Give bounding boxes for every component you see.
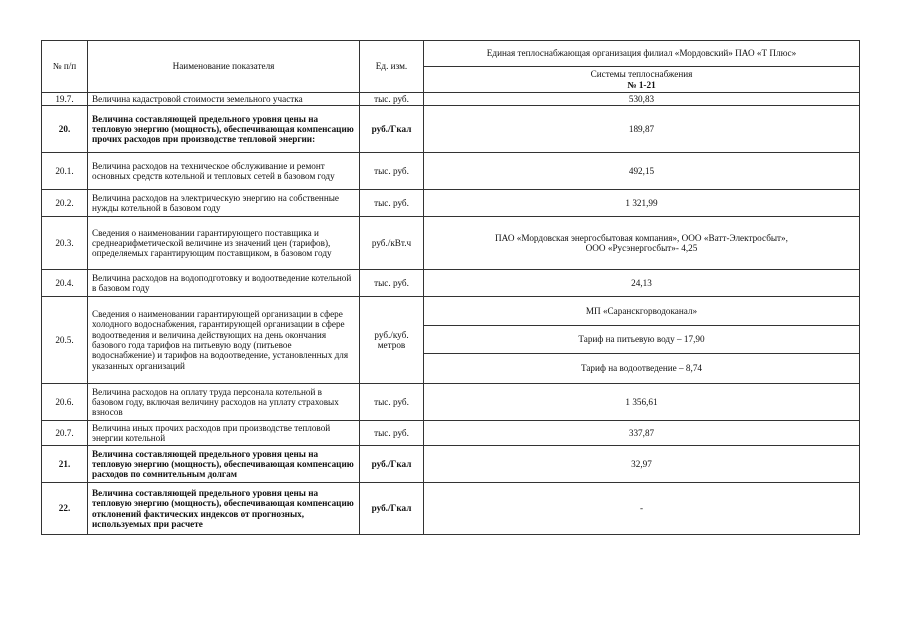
row-value: 24,13 <box>424 270 860 297</box>
row-name: Величина составляющей предельного уровня цены на тепловую энергию (мощность), обеспечивающая компенсацию отклонений фактических индексов от прогнозных, используемых при расчете <box>88 483 360 535</box>
row-num: 20.6. <box>42 384 88 421</box>
row-name: Сведения о наименовании гарантирующего поставщика и среднеарифметической величине из значений цен (тарифов), определяемых гарантирующим поставщиком, в базовом году <box>88 217 360 270</box>
row-value: 189,87 <box>424 106 860 153</box>
row-value: 337,87 <box>424 421 860 446</box>
header-unit: Ед. изм. <box>360 41 424 93</box>
row-unit: руб./Гкал <box>360 483 424 535</box>
row-num: 21. <box>42 446 88 483</box>
header-num: № п/п <box>42 41 88 93</box>
table-row <box>42 106 860 153</box>
row-value <box>424 217 860 270</box>
row-name: Величина составляющей предельного уровня цены на тепловую энергию (мощность), обеспечивающая компенсацию расходов по сомнительным долгам <box>88 446 360 483</box>
document-table-container <box>41 40 859 535</box>
row-value: - <box>424 483 860 535</box>
row-unit: тыс. руб. <box>360 153 424 190</box>
row-num: 20.7. <box>42 421 88 446</box>
table-row <box>42 190 860 217</box>
row-name: Величина кадастровой стоимости земельного участка <box>88 93 360 106</box>
row-num: 20.5. <box>42 297 88 384</box>
row-num: 20. <box>42 106 88 153</box>
row-unit: тыс. руб. <box>360 270 424 297</box>
table-row <box>42 446 860 483</box>
table-row <box>42 421 860 446</box>
row-unit: тыс. руб. <box>360 93 424 106</box>
row-value: 32,97 <box>424 446 860 483</box>
supplier-line-2: ООО «Русэнергосбыт»- 4,25 <box>585 243 698 253</box>
header-name: Наименование показателя <box>88 41 360 93</box>
row-name: Величина составляющей предельного уровня цены на тепловую энергию (мощность), обеспечивающая компенсацию прочих расходов при производстве тепловой энергии: <box>88 106 360 153</box>
table-row <box>42 270 860 297</box>
row-unit: тыс. руб. <box>360 190 424 217</box>
row-name: Величина расходов на техническое обслуживание и ремонт основных средств котельной и тепловых сетей в базовом году <box>88 153 360 190</box>
row-value: 530,83 <box>424 93 860 106</box>
row-unit: руб./кВт.ч <box>360 217 424 270</box>
row-unit: тыс. руб. <box>360 421 424 446</box>
row-num: 22. <box>42 483 88 535</box>
systems-title: Системы теплоснабжения <box>590 69 693 80</box>
table-row <box>42 483 860 535</box>
row-value: 492,15 <box>424 153 860 190</box>
row-num: 20.4. <box>42 270 88 297</box>
row-value: 1 321,99 <box>424 190 860 217</box>
row-name: Величина расходов на оплату труда персонала котельной в базовом году, включая величину расходов на уплату страховых взносов <box>88 384 360 421</box>
row-name: Величина расходов на водоподготовку и водоотведение котельной в базовом году <box>88 270 360 297</box>
row-name: Сведения о наименовании гарантирующей организации в сфере холодного водоснабжения, гарантирующей организации в сфере водоотведения и величина действующих на день окончания базового года тарифов на питьевую воду (питьевое водоснабжение) и тарифов на водоотведение, установленных для указанных организаций <box>88 297 360 384</box>
table-row <box>42 384 860 421</box>
row-value: 1 356,61 <box>424 384 860 421</box>
header-systems <box>424 67 860 93</box>
supplier-line-1: ПАО «Мордовская энергосбытовая компания», ООО «Ватт-Электросбыт», <box>495 232 788 243</box>
row-num: 20.1. <box>42 153 88 190</box>
table-row <box>42 297 860 326</box>
systems-number: № 1-21 <box>627 79 656 90</box>
row-unit: руб./Гкал <box>360 446 424 483</box>
row-unit: руб./куб. метров <box>360 297 424 384</box>
row-num: 20.2. <box>42 190 88 217</box>
row-value-water: Тариф на питьевую воду – 17,90 <box>424 326 860 354</box>
row-name: Величина иных прочих расходов при производстве тепловой энергии котельной <box>88 421 360 446</box>
table-row <box>42 217 860 270</box>
table-row <box>42 153 860 190</box>
row-value-org: МП «Саранскгорводоканал» <box>424 297 860 326</box>
row-num: 20.3. <box>42 217 88 270</box>
table-row <box>42 93 860 106</box>
row-value-sewer: Тариф на водоотведение – 8,74 <box>424 354 860 384</box>
tariff-table <box>41 40 860 535</box>
header-org: Единая теплоснабжающая организация филиал «Мордовский» ПАО «Т Плюс» <box>424 41 860 67</box>
row-num: 19.7. <box>42 93 88 106</box>
row-name: Величина расходов на электрическую энергию на собственные нужды котельной в базовом году <box>88 190 360 217</box>
header-row <box>42 41 860 67</box>
row-unit: руб./Гкал <box>360 106 424 153</box>
row-unit: тыс. руб. <box>360 384 424 421</box>
